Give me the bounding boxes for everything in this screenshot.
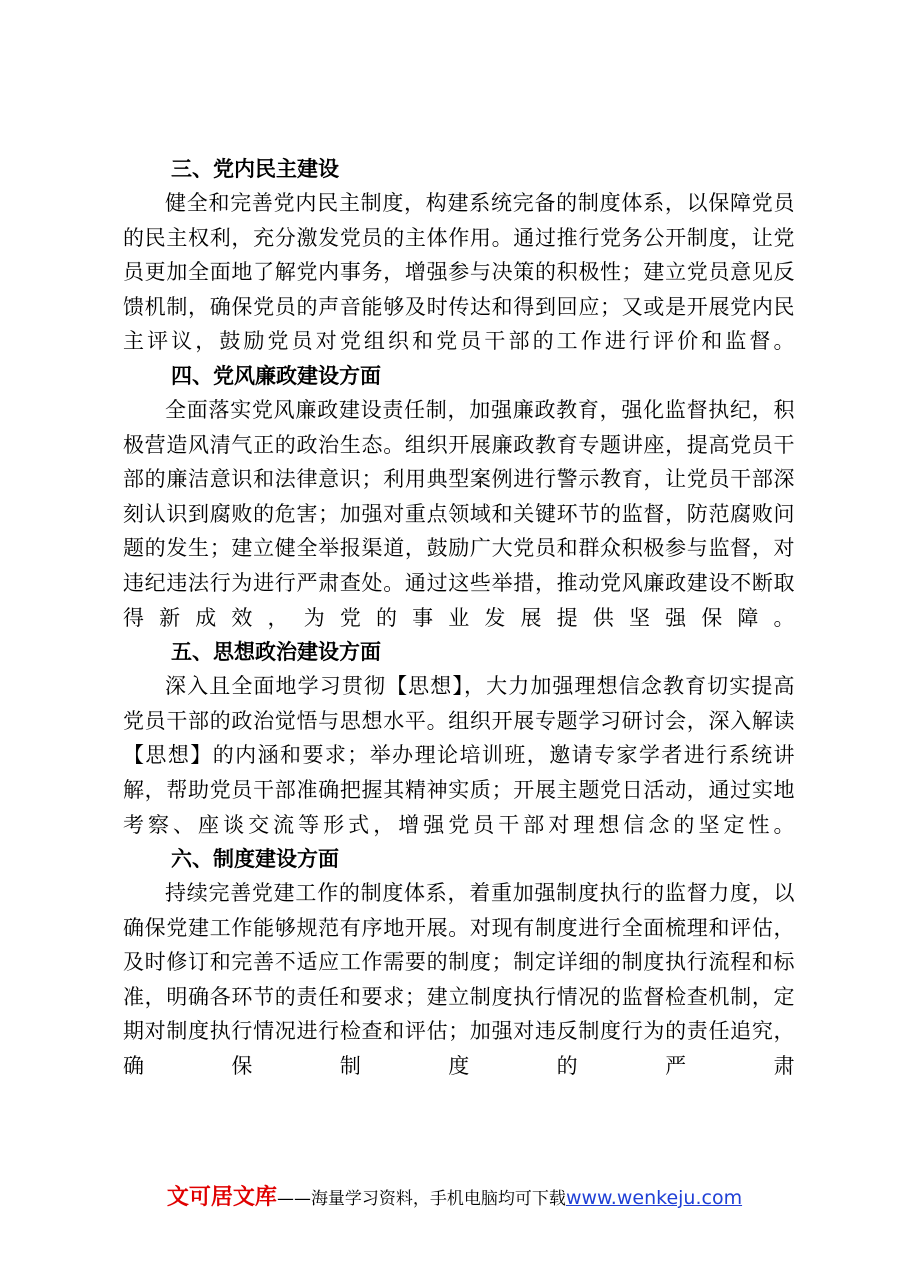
section-heading: 五、思想政治建设方面 bbox=[171, 640, 381, 665]
section-institution-building bbox=[123, 842, 795, 1084]
footer-slogan: ——海量学习资料，手机电脑均可下载 bbox=[276, 1189, 566, 1209]
section-party-democracy bbox=[123, 152, 795, 359]
footer-brand: 文可居文库 bbox=[166, 1185, 277, 1210]
section-heading: 四、党风廉政建设方面 bbox=[171, 363, 381, 388]
footer-site-link[interactable]: www.wenkeju.com bbox=[565, 1187, 743, 1209]
section-clean-government bbox=[123, 359, 795, 635]
section-body: 全面落实党风廉政建设责任制，加强廉政教育，强化监督执纪，积极营造风清气正的政治生态。组织开展廉政教育专题讲座，提高党员干部的廉洁意识和法律意识；利用典型案例进行警示教育，让党员干部深刻认识到腐败的危害；加强对重点领域和关键环节的监督，防范腐败问题的发生；建立健全举报渠道，鼓励广大党员和群众积极参与监督，对违纪违法行为进行严肃查处。通过这些举措，推动党风廉政建设不断取得新成效，为党的事业发展提供坚强保障。 bbox=[123, 397, 795, 630]
section-body: 深入且全面地学习贯彻【思想】，大力加强理想信念教育切实提高党员干部的政治觉悟与思想水平。组织开展专题学习研讨会，深入解读【思想】的内涵和要求；举办理论培训班，邀请专家学者进行系统讲解，帮助党员干部准确把握其精神实质；开展主题党日活动，通过实地考察、座谈交流等形式，增强党员干部对理想信念的坚定性。 bbox=[123, 674, 795, 837]
section-body: 持续完善党建工作的制度体系，着重加强制度执行的监督力度，以确保党建工作能够规范有序地开展。对现有制度进行全面梳理和评估，及时修订和完善不适应工作需要的制度；制定详细的制度执行流程和标准，明确各环节的责任和要求；建立制度执行情况的监督检查机制，定期对制度执行情况进行检查和评估；加强对违反制度行为的责任追究，确保制度的严肃 bbox=[123, 881, 795, 1079]
document-page bbox=[123, 152, 795, 1084]
section-ideological-political bbox=[123, 635, 795, 842]
section-heading: 三、党内民主建设 bbox=[171, 157, 339, 181]
section-heading: 六、制度建设方面 bbox=[171, 847, 339, 872]
page-footer bbox=[0, 1180, 909, 1211]
section-body: 健全和完善党内民主制度，构建系统完备的制度体系，以保障党员的民主权利，充分激发党员的主体作用。通过推行党务公开制度，让党员更加全面地了解党内事务，增强参与决策的积极性；建立党员意见反馈机制，确保党员的声音能够及时传达和得到回应；又或是开展党内民主评议，鼓励党员对党组织和党员干部的工作进行评价和监督。 bbox=[123, 191, 795, 354]
